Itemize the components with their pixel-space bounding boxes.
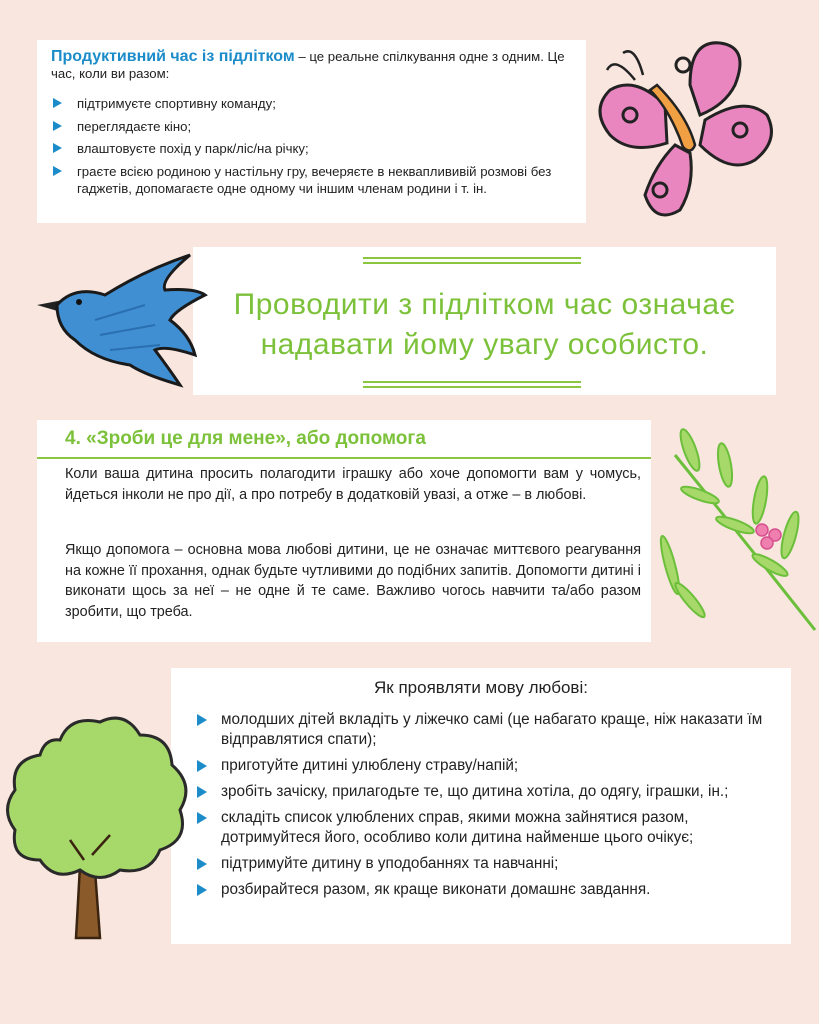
intro-card	[37, 40, 586, 223]
bullet-arrow-icon	[197, 884, 207, 896]
tree-icon	[0, 710, 195, 945]
list-item	[195, 808, 775, 848]
bullet-arrow-icon	[197, 786, 207, 798]
quote-line-2: надавати йому увагу особисто.	[260, 328, 709, 361]
list-item	[195, 854, 775, 874]
help-section-card	[37, 420, 651, 642]
branch-icon	[630, 425, 819, 645]
intro-heading: Продуктивний час із підлітком	[51, 48, 295, 65]
list-item-text: підтримуєте спортивну команду;	[77, 96, 276, 111]
activity-list	[51, 95, 576, 203]
list-item-text: влаштовуєте похід у парк/ліс/на річку;	[77, 141, 309, 156]
list-item-text: зробіть зачіску, прилагодьте те, що дитина хотіла, до одягу, іграшки, ін.;	[221, 783, 729, 800]
bullet-arrow-icon	[197, 858, 207, 870]
quote-card	[193, 247, 776, 395]
love-tips-card	[171, 668, 791, 944]
quote-divider-top-2	[363, 262, 581, 264]
section-title: 4. «Зроби це для мене», або допомога	[65, 428, 426, 449]
list-item-text: підтримуйте дитину в уподобаннях та навчанні;	[221, 855, 559, 872]
list-item-text: приготуйте дитині улюблену страву/напій;	[221, 757, 519, 774]
list-item	[195, 710, 775, 750]
quote-line-1: Проводити з підлітком час означає	[233, 288, 736, 321]
list-item	[51, 140, 576, 158]
tips-title: Як проявляти мову любові:	[374, 678, 588, 697]
bullet-arrow-icon	[53, 166, 62, 176]
quote-text	[193, 285, 776, 365]
section-paragraph-2: Якщо допомога – основна мова любові дитини, це не означає миттєвого реагування на кожне її прохання, однак будьте чутливими до подібних запитів. Допомогти дитині і виконати щось за неї – не одне й те саме. Важливо чогось навчити та/або разом зробити, що треба.	[65, 542, 641, 620]
bullet-arrow-icon	[53, 143, 62, 153]
section-paragraph-1: Коли ваша дитина просить полагодити іграшку або хоче допомогти вам у чомусь, йдеться інколи не про дії, а про потребу в додатковій увазі, а отже – в любові.	[65, 466, 641, 503]
list-item	[195, 880, 775, 900]
bullet-arrow-icon	[197, 714, 207, 726]
list-item-text: розбирайтеся разом, як краще виконати домашнє завдання.	[221, 881, 651, 898]
list-item-text: граєте всією родиною у настільну гру, вечеряєте в некваплививій розмові без гаджетів, допомагаєте одне одному чи іншим членам родини і т. ін.	[77, 163, 552, 196]
list-item-text: переглядаєте кіно;	[77, 118, 192, 134]
list-item-text: складіть список улюблених справ, якими можна зайнятися разом, дотримуйтеся його, особливо коли дитина найменше цього очікує;	[221, 809, 694, 846]
bullet-arrow-icon	[197, 812, 207, 824]
list-item	[51, 95, 576, 113]
bullet-arrow-icon	[197, 760, 207, 772]
tips-list	[195, 710, 775, 906]
list-item	[51, 163, 576, 198]
bullet-arrow-icon	[53, 121, 62, 131]
quote-divider-bottom	[363, 381, 581, 383]
list-item-text: молодших дітей вкладіть у ліжечко самі (це набагато краще, ніж наказати їм відправлятися спати);	[221, 711, 763, 748]
butterfly-icon	[595, 35, 780, 225]
quote-divider-top	[363, 257, 581, 259]
section-divider	[37, 457, 651, 459]
list-item	[195, 756, 775, 776]
quote-divider-bottom-2	[363, 386, 581, 388]
bird-icon	[35, 250, 210, 390]
bullet-arrow-icon	[53, 98, 62, 108]
intro-text	[51, 48, 581, 82]
intro-description: – це реальне спілкування одне з одним. Це час, коли ви разом:	[51, 49, 565, 81]
list-item	[195, 782, 775, 802]
list-item	[51, 118, 576, 136]
